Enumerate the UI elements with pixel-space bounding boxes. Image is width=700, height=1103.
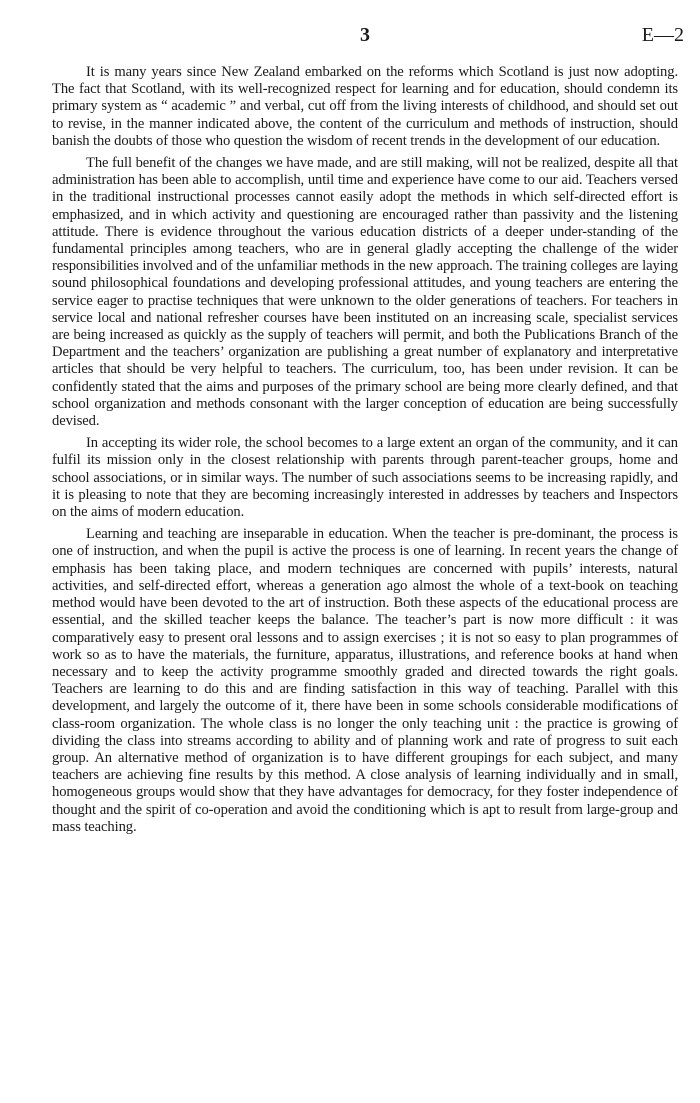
page-header: [0, 24, 700, 48]
paragraph-learning-teaching: Learning and teaching are inseparable in education. When the teacher is pre-dominant, the process is one of instruction, and when the pupil is active the process is one of learning. In recent years the change of emphasis has been taking place, and modern techniques are concerned with pupils’ interests, natural activities, and self-directed effort, whereas a generation ago almost the whole of a text-book on teaching method would have been devoted to the art of instruction. Both these aspects of the educational process are essential, and the skilled teacher keeps the balance. The teacher’s part is now more difficult : it was comparatively easy to present oral lessons and to assign exercises ; it is not so easy to plan programmes of work so as to have the materials, the furniture, apparatus, illustrations, and reference books at hand when necessary and to keep the activity programme smoothly graded and directed towards the right goals. Teachers are learning to do this and are finding satisfaction in this way of teaching. Parallel with this development, and largely the outcome of it, there have been in some schools considerable modifications of class-room organization. The whole class is no longer the only teaching unit : the practice is growing of dividing the class into streams according to ability and of planning work and rate of progress to suit each group. An alternative method of organization is to have different groupings for each subject, and many teachers are achieving fine results by this method. A close analysis of learning individually and in small, homogeneous groups would show that they have advantages for democracy, for they foster independence of thought and the spirit of co-operation and avoid the conditioning which is apt to result from large-group and mass teaching.: [52, 526, 678, 835]
document-reference: E—2: [641, 24, 684, 46]
paragraph-full-benefit: The full benefit of the changes we have made, and are still making, will not be realized, despite all that administration has been able to accomplish, until time and experience have come to our aid. Teachers versed in the traditional instructional processes cannot easily adopt the methods in which self-directed effort is emphasized, and in which activity and questioning are encouraged rather than passivity and the listening attitude. There is evidence throughout the various education districts of a deeper under-standing of the fundamental principles among teachers, who are in general gladly accepting the challenge of the wider responsibilities involved and of the unfamiliar methods in the new approach. The training colleges are laying sound philosophical foundations and developing professional attitudes, and young teachers are entering the service eager to practise techniques that were unknown to the older generations of teachers. For teachers in service local and national refresher courses have been instituted on an increasing scale, specialist services are being increased as quickly as the supply of teachers will permit, and both the Publications Branch of the Department and the teachers’ organization are publishing a great number of explanatory and interpretative articles that should be very helpful to teachers. The curriculum, too, has been under revision. It can be confidently stated that the aims and purposes of the primary school are being more clearly defined, and that school organization and methods consonant with the larger conception of education are being successfully devised.: [52, 155, 678, 430]
page-number: 3: [360, 24, 370, 46]
body-text: [52, 64, 678, 841]
paragraph-wider-role: In accepting its wider role, the school becomes to a large extent an organ of the community, and it can fulfil its mission only in the closest relationship with parents through parent-teacher groups, home and school associations, or in similar ways. The number of such associations seems to be increasing rapidly, and it is pleasing to note that they are becoming increasingly interested in addresses by teachers and Inspectors on the aims of modern education.: [52, 435, 678, 521]
paragraph-scotland-reforms: It is many years since New Zealand embarked on the reforms which Scotland is just now adopting. The fact that Scotland, with its well-recognized respect for learning and for education, should condemn its primary system as “ academic ” and verbal, cut off from the living interests of childhood, and should set out to revise, in the manner indicated above, the content of the curriculum and methods of instruction, should banish the doubts of those who question the wisdom of recent trends in the development of our education.: [52, 64, 678, 149]
